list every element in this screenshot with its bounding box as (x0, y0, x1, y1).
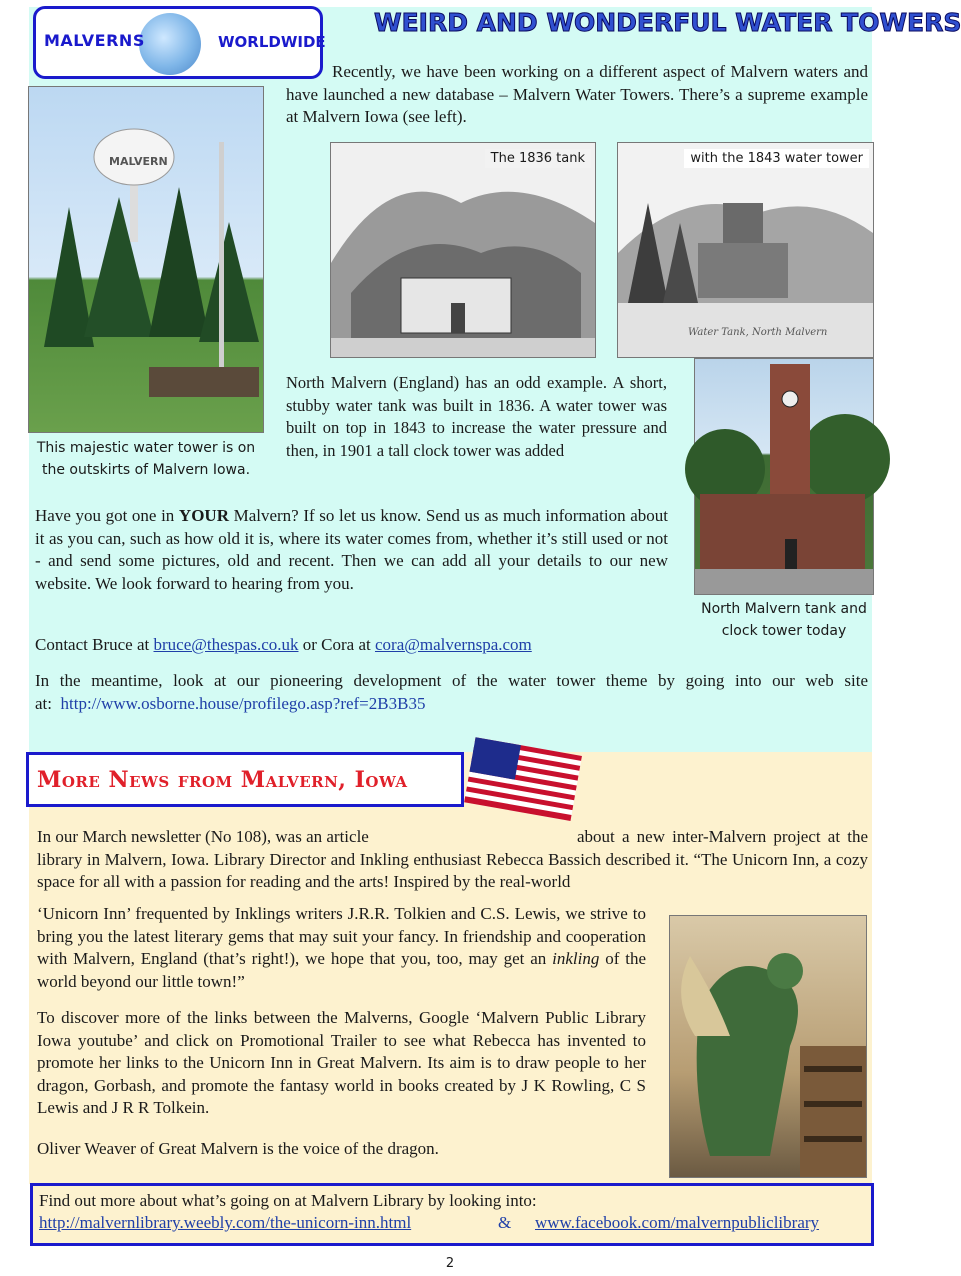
more-news-heading-box (26, 752, 464, 807)
logo-left-text: MALVERNS (44, 31, 145, 50)
osborne-url[interactable]: http://www.osborne.house/profilego.asp?ref=2B3B35 (60, 693, 426, 713)
bruce-email-link[interactable]: bruce@thespas.co.uk (153, 635, 299, 654)
engraving-caption: Water Tank, North Malvern (688, 327, 828, 338)
article-line1-right: about a new inter-Malvern project at the library in Malvern, Iowa. Library Director and Inkling enthusiast Rebecca Bassich described it. “The Unicorn Inn, a cozy space for all with a passion for reading and the arts! Inspired by the real-world (37, 827, 868, 891)
more-news-heading: More News from Malvern, Iowa (37, 767, 408, 793)
tank-engraving-illustration (331, 143, 595, 357)
clock-tower-illustration (695, 359, 873, 594)
tank-1836-engraving (330, 142, 596, 358)
article-paragraph (37, 826, 868, 894)
discover-paragraph: To discover more of the links between the Malverns, Google ‘Malvern Public Library Iowa youtube’ and click on Promotional Trailer to see what Rebecca has invented to promote her links to the Unicorn Inn in Great Malvern. Its aim is to draw people to her dragon, Gorbash, and promote the fantasy world in books created by J K Rowling, C S Lewis and J R R Tolkein. (37, 1008, 646, 1117)
inklings-pre: ‘Unicorn Inn’ frequented by Inklings writers J.R.R. Tolkien and C.S. Lewis, we strive to bring you the latest literary gems that may suit your fancy. In friendship and cooperation with Malvern, England (that’s right!), we hope that you, too, may get an (37, 904, 646, 968)
ask-paragraph (35, 505, 668, 595)
dragon-illustration (670, 916, 866, 1177)
intro-paragraph: Recently, we have been working on a different aspect of Malvern waters and have launched a new database – Malvern Water Towers. There’s a supreme example at Malvern Iowa (see left). (286, 62, 868, 126)
water-tower-1843-engraving (617, 142, 874, 358)
dragon-photo (669, 915, 867, 1178)
ampersand: & (498, 1213, 512, 1232)
contact-pre: Contact Bruce at (35, 635, 154, 654)
article-line1-left: In our March newsletter (No 108), was an article (37, 827, 369, 846)
north-malvern-paragraph: North Malvern (England) has an odd example. A short, stubby water tank was built in 1836. A water tower was built on top in 1843 to increase the water pressure and then, in 1901 a tall clock tower was added (286, 373, 667, 460)
ask-bold: YOUR (178, 506, 229, 525)
unicorn-inn-link[interactable]: http://malvernlibrary.weebly.com/the-unicorn-inn.html (39, 1213, 412, 1232)
malverns-worldwide-logo (33, 6, 326, 79)
contact-line (35, 634, 668, 657)
clock-tower-photo (694, 358, 874, 595)
clock-tower-caption: North Malvern tank and clock tower today (701, 601, 867, 639)
facebook-link[interactable]: www.facebook.com/malvernpubliclibrary (535, 1213, 820, 1232)
inklings-post: of the world beyond our little town!” (37, 949, 646, 991)
tower-1843-label: with the 1843 water tower (684, 149, 869, 168)
iowa-water-tower-photo (28, 86, 264, 433)
cora-email-link[interactable]: cora@malvernspa.com (374, 635, 532, 654)
tower-text: MALVERN (109, 155, 168, 168)
iowa-tower-illustration (29, 87, 263, 432)
contact-mid: or Cora at (298, 635, 375, 654)
logo-right-text: WORLDWIDE (218, 33, 326, 51)
inkling-word: inkling (552, 949, 600, 968)
page-title: WEIRD AND WONDERFUL WATER TOWERS (374, 8, 961, 37)
tower-engraving-illustration (618, 143, 873, 357)
iowa-photo-caption: This majestic water tower is on the outskirts of Malvern Iowa. (36, 440, 256, 478)
inklings-paragraph (37, 903, 646, 993)
library-links-box (30, 1183, 874, 1246)
ask-pre: Have you got one in (35, 506, 179, 525)
library-links-line: Find out more about what’s going on at Malvern Library by looking into: (39, 1191, 537, 1210)
meantime-paragraph (35, 670, 868, 715)
tank-1836-label: The 1836 tank (485, 149, 591, 168)
meantime-text: In the meantime, look at our pioneering development of the water tower theme by going into our web site at: (35, 671, 868, 713)
page-number: 2 (445, 1256, 455, 1271)
voice-paragraph: Oliver Weaver of Great Malvern is the voice of the dragon. (37, 1139, 439, 1158)
globe-icon (139, 13, 201, 75)
ask-post: Malvern? If so let us know. Send us as much information about it as you can, such as how old it is, where its water comes from, whether it’s still used or not - and send some pictures, old and recent. Then we can add all your details to our new website. We look forward to hearing from you. (35, 506, 668, 593)
